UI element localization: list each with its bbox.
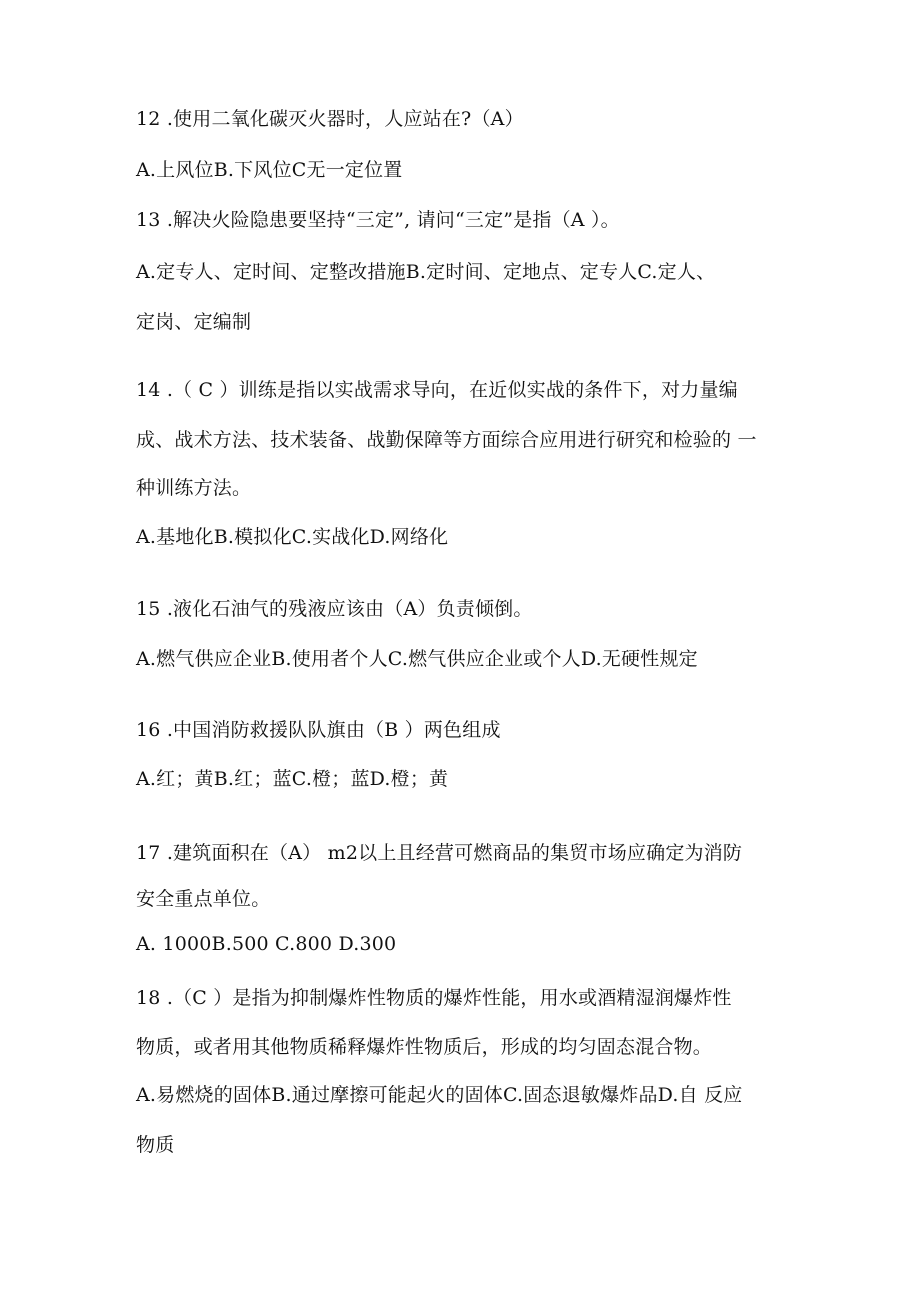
- question-18-options-line-1: A.易燃烧的固体B.通过摩擦可能起火的固体C.固态退敏爆炸品D.自 反应: [136, 1084, 743, 1106]
- question-14-line-3: 种训练方法。: [136, 477, 252, 499]
- question-15-options: A.燃气供应企业B.使用者个人C.燃气供应企业或个人D.无硬性规定: [136, 648, 698, 670]
- question-16-options: A.红；黄B.红；蓝C.橙；蓝D.橙；黄: [136, 768, 449, 790]
- question-15: 15 .液化石油气的残液应该由（A）负责倾倒。: [136, 598, 533, 620]
- question-13-options-line-1: A.定专人、定时间、定整改措施B.定时间、定地点、定专人C.定人、: [136, 261, 716, 283]
- question-13-options-line-2: 定岗、定编制: [136, 311, 252, 333]
- question-14-options: A.基地化B.模拟化C.实战化D.网络化: [136, 526, 449, 548]
- question-18-line-1: 18 .（C ）是指为抑制爆炸性物质的爆炸性能，用水或酒精湿润爆炸性: [136, 987, 732, 1009]
- question-18-line-2: 物质，或者用其他物质稀释爆炸性物质后，形成的均匀固态混合物。: [136, 1036, 713, 1058]
- question-12: 12 .使用二氧化碳灭火器时，人应站在?（A）: [136, 108, 524, 130]
- question-14-line-1: 14 .（ C ）训练是指以实战需求导向，在近似实战的条件下，对力量编: [136, 379, 738, 401]
- question-16: 16 .中国消防救援队队旗由（B ）两色组成: [136, 719, 501, 741]
- question-17-line-1: 17 .建筑面积在（A） m2以上且经营可燃商品的集贸市场应确定为消防: [136, 842, 743, 864]
- question-12-options: A.上风位B.下风位C无一定位置: [136, 159, 403, 181]
- question-18-options-line-2: 物质: [136, 1134, 175, 1156]
- question-14-line-2: 成、战术方法、技术装备、战勤保障等方面综合应用进行研究和检验的 一: [136, 429, 757, 451]
- question-17-options: A. 1000B.500 C.800 D.300: [136, 933, 397, 955]
- question-13: 13 .解决火险隐患要坚持“三定”, 请问“三定”是指（A ）。: [136, 209, 620, 231]
- question-17-line-2: 安全重点单位。: [136, 888, 271, 910]
